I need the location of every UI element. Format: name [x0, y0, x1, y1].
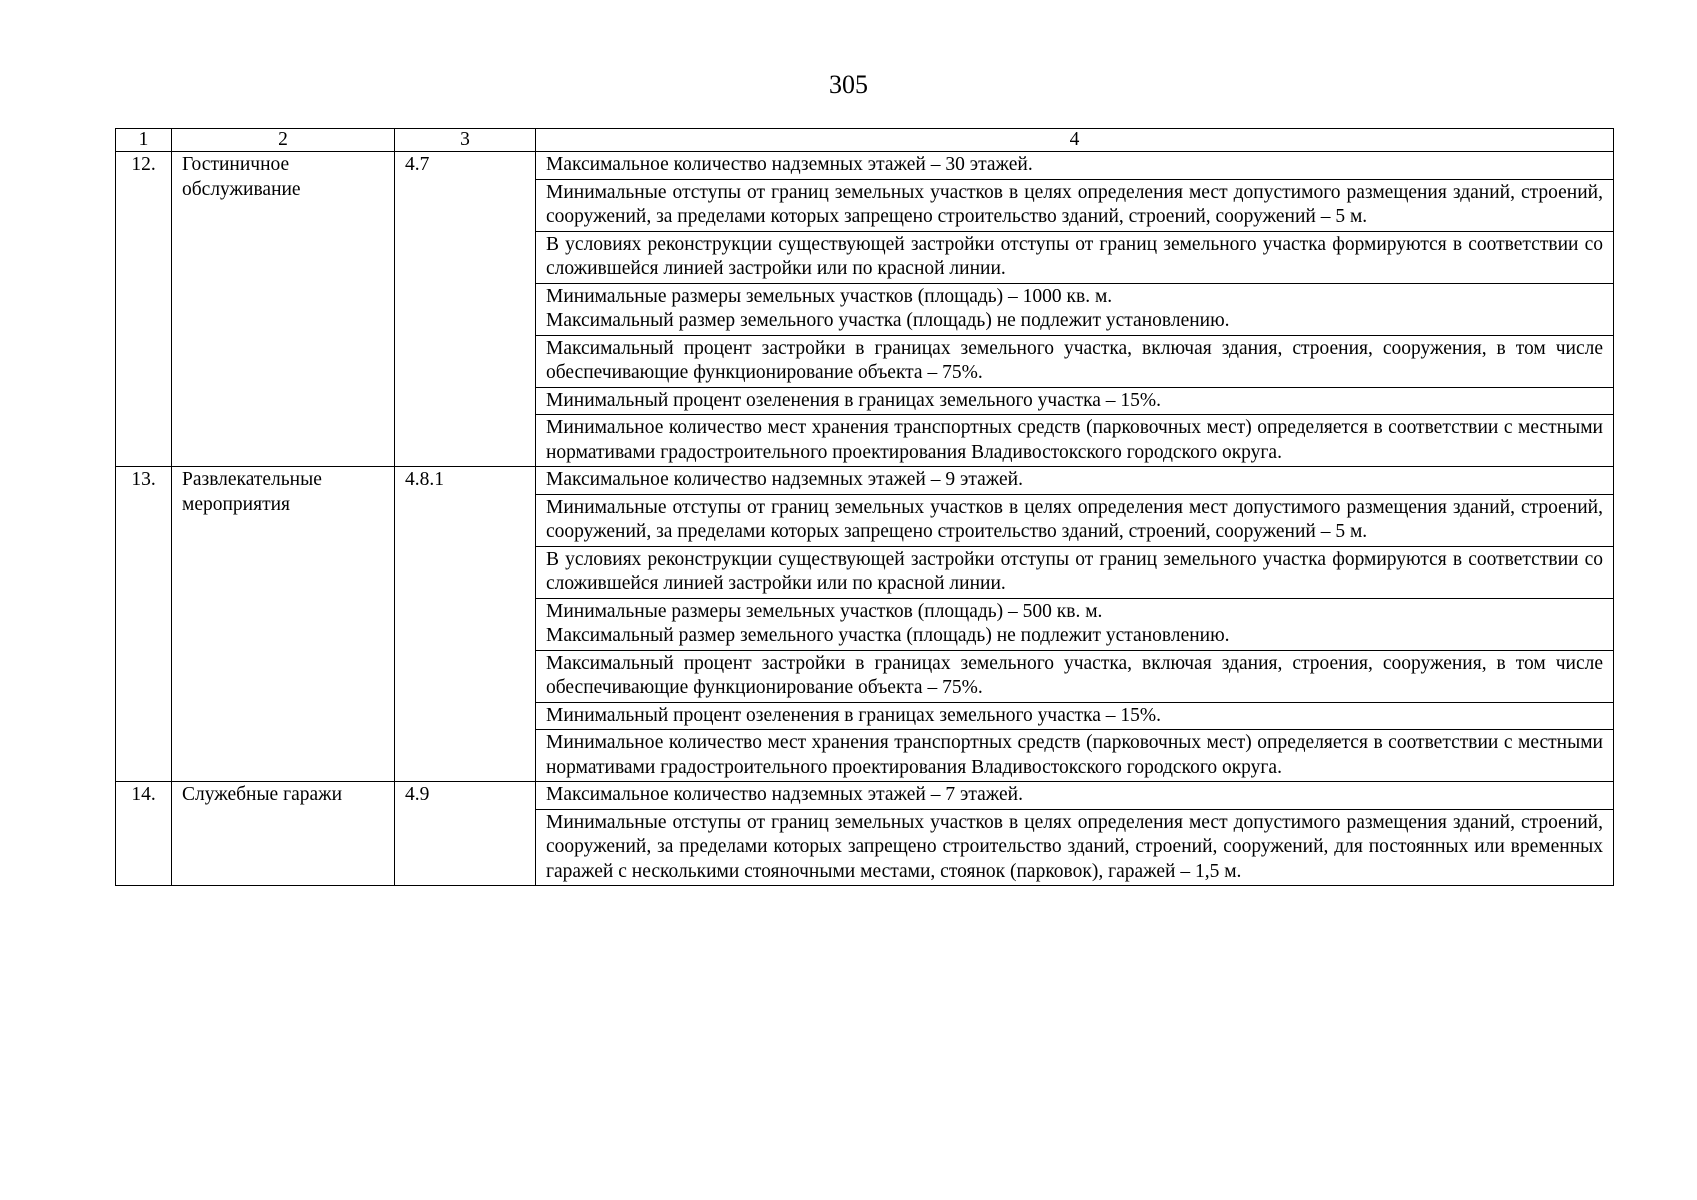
table-row [116, 782, 1614, 810]
use-type-name: Гостиничное обслуживание [172, 152, 395, 467]
use-type-name: Служебные гаражи [172, 782, 395, 886]
use-type-name: Развлекательные мероприятия [172, 467, 395, 782]
table-row [116, 152, 1614, 180]
parameter-line: Максимальный размер земельного участка (площадь) не подлежит установлению. [546, 310, 1230, 331]
parameter-cell: Максимальное количество надземных этажей – 9 этажей. [536, 467, 1614, 495]
row-number: 13. [116, 467, 172, 782]
header-cell-1: 1 [116, 129, 172, 152]
parameter-cell: Максимальный процент застройки в границах земельного участка, включая здания, строения, сооружения, в том числе обеспечивающие функционирование объекта – 75%. [536, 650, 1614, 702]
parameter-cell: Максимальное количество надземных этажей – 30 этажей. [536, 152, 1614, 180]
header-cell-3: 3 [395, 129, 536, 152]
parameter-cell [536, 283, 1614, 335]
parameter-cell: Минимальный процент озеленения в границах земельного участка – 15%. [536, 702, 1614, 730]
parameter-cell: Минимальное количество мест хранения транспортных средств (парковочных мест) определяется в соответствии с местными нормативами градостроительного проектирования Владивостокского городского округа. [536, 730, 1614, 782]
row-number: 14. [116, 782, 172, 886]
parameter-cell: Минимальные отступы от границ земельных участков в целях определения мест допустимого размещения зданий, строений, сооружений, за пределами которых запрещено строительство зданий, строений, сооружений – 5 м. [536, 494, 1614, 546]
parameter-cell: В условиях реконструкции существующей застройки отступы от границ земельного участка формируются в соответствии со сложившейся линией застройки или по красной линии. [536, 546, 1614, 598]
regulations-table [115, 128, 1614, 886]
table-row [116, 467, 1614, 495]
parameter-cell: Минимальный процент озеленения в границах земельного участка – 15%. [536, 387, 1614, 415]
parameter-line: Максимальный размер земельного участка (площадь) не подлежит установлению. [546, 625, 1230, 646]
parameter-cell: В условиях реконструкции существующей застройки отступы от границ земельного участка формируются в соответствии со сложившейся линией застройки или по красной линии. [536, 231, 1614, 283]
row-number: 12. [116, 152, 172, 467]
parameter-line: Минимальные размеры земельных участков (площадь) – 500 кв. м. [546, 600, 1103, 622]
header-cell-2: 2 [172, 129, 395, 152]
parameter-cell: Максимальное количество надземных этажей – 7 этажей. [536, 782, 1614, 810]
use-type-code: 4.8.1 [395, 467, 536, 782]
use-type-code: 4.7 [395, 152, 536, 467]
parameter-line: Минимальные размеры земельных участков (площадь) – 1000 кв. м. [546, 285, 1113, 307]
header-cell-4: 4 [536, 129, 1614, 152]
page-number: 305 [829, 70, 868, 99]
parameter-cell: Минимальные отступы от границ земельных участков в целях определения мест допустимого размещения зданий, строений, сооружений, за пределами которых запрещено строительство зданий, строений, сооружений – 5 м. [536, 179, 1614, 231]
parameter-cell [536, 598, 1614, 650]
parameter-cell: Минимальное количество мест хранения транспортных средств (парковочных мест) определяется в соответствии с местными нормативами градостроительного проектирования Владивостокского городского округа. [536, 415, 1614, 467]
table-header-row [116, 129, 1614, 152]
use-type-code: 4.9 [395, 782, 536, 886]
table-body [116, 129, 1614, 886]
parameter-cell: Максимальный процент застройки в границах земельного участка, включая здания, строения, сооружения, в том числе обеспечивающие функционирование объекта – 75%. [536, 335, 1614, 387]
parameter-cell: Минимальные отступы от границ земельных участков в целях определения мест допустимого размещения зданий, строений, сооружений, за пределами которых запрещено строительство зданий, строений, сооружений, для постоянных или временных гаражей с несколькими стояночными местами, стоянок (парковок), гаражей – 1,5 м. [536, 809, 1614, 886]
